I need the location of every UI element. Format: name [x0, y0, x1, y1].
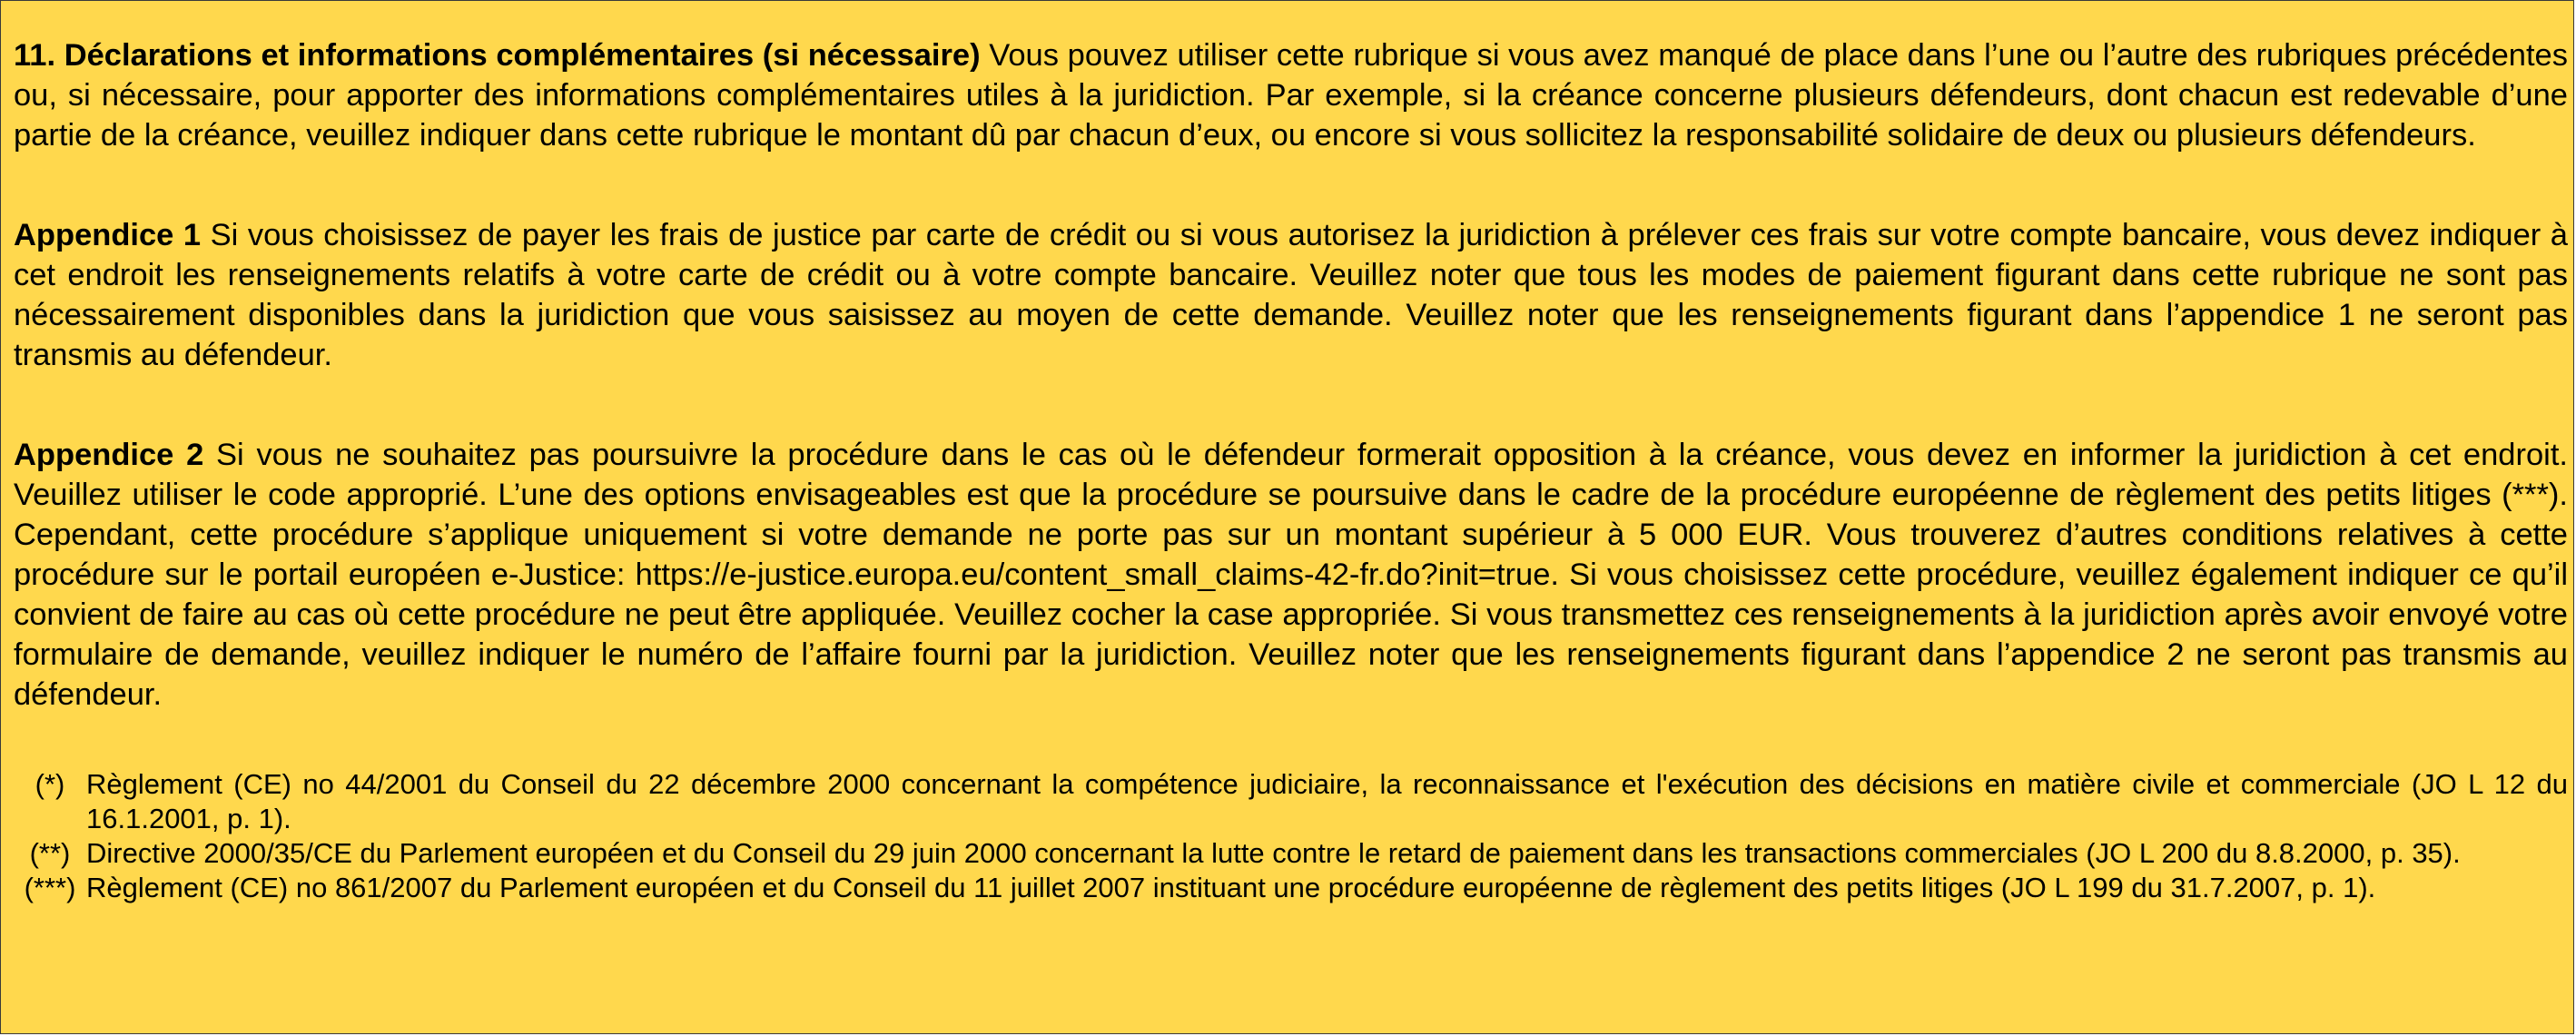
footnotes [14, 767, 2568, 905]
footnote-marker: (**) [29, 837, 71, 869]
appendix-2-heading: Appendice 2 [14, 438, 204, 472]
section-11-paragraph [14, 35, 2568, 155]
section-11-body: Vous pouvez utiliser cette rubrique si vous avez manqué de place dans l’une ou l’autre des rubriques précédentes ou, si nécessaire, pour apporter des informations complémentaires utiles à la juridiction. Par exemple, si la créance concerne plusieurs défendeurs, dont chacun est redevable d’une partie de la créance, veuillez indiquer dans cette rubrique le montant dû par chacun d’eux, ou encore si vous sollicitez la responsabilité solidaire de deux ou plusieurs défendeurs. [14, 38, 2568, 153]
footnote-text: Directive 2000/35/CE du Parlement européen et du Conseil du 29 juin 2000 concernant la lutte contre le retard de paiement dans les transactions commerciales (JO L 200 du 8.8.2000, p. 35). [86, 837, 2461, 869]
appendix-2-body: Si vous ne souhaitez pas poursuivre la procédure dans le cas où le défendeur formerait opposition à la créance, vous devez en informer la juridiction à cet endroit. Veuillez utiliser le code approprié. L’une des options envisageables est que la procédure se poursuive dans le cadre de la procédure européenne de règlement des petits litiges (***). Cependant, cette procédure s’applique uniquement si votre demande ne porte pas sur un montant supérieur à 5 000 EUR. Vous trouverez d’autres conditions relatives à cette procédure sur le portail européen e-Justice: https://e-justice.europa.eu/content_small_claims-42-fr.do?init=true. Si vous choisissez cette procédure, veuillez également indiquer ce qu’il convient de faire au cas où cette procédure ne peut être appliquée. Veuillez cocher la case appropriée. Si vous transmettez ces renseignements à la juridiction après avoir envoyé votre formulaire de demande, veuillez indiquer le numéro de l’affaire fourni par la juridiction. Veuillez noter que les renseignements figurant dans l’appendice 2 ne seront pas transmis au défendeur. [14, 438, 2568, 712]
footnote-marker: (*) [35, 768, 65, 800]
footnote [14, 836, 2568, 871]
footnote [14, 767, 2568, 836]
appendix-1-heading: Appendice 1 [14, 218, 202, 252]
footnote-marker: (***) [24, 872, 76, 903]
appendix-2-paragraph [14, 435, 2568, 715]
section-11-heading: 11. Déclarations et informations complémentaires (si nécessaire) [14, 38, 981, 73]
appendix-1-paragraph [14, 215, 2568, 375]
footnote-text: Règlement (CE) no 861/2007 du Parlement européen et du Conseil du 11 juillet 2007 instituant une procédure européenne de règlement des petits litiges (JO L 199 du 31.7.2007, p. 1). [86, 872, 2376, 903]
footnote [14, 871, 2568, 905]
appendix-1-body: Si vous choisissez de payer les frais de justice par carte de crédit ou si vous autorisez la juridiction à prélever ces frais sur votre compte bancaire, vous devez indiquer à cet endroit les renseignements relatifs à votre carte de crédit ou à votre compte bancaire. Veuillez noter que tous les modes de paiement figurant dans cette rubrique ne sont pas nécessairement disponibles dans la juridiction que vous saisissez au moyen de cette demande. Veuillez noter que les renseignements figurant dans l’appendice 1 ne seront pas transmis au défendeur. [14, 218, 2568, 372]
footnote-text: Règlement (CE) no 44/2001 du Conseil du 22 décembre 2000 concernant la compétence judiciaire, la reconnaissance et l'exécution des décisions en matière civile et commerciale (JO L 12 du 16.1.2001, p. 1). [86, 768, 2568, 834]
